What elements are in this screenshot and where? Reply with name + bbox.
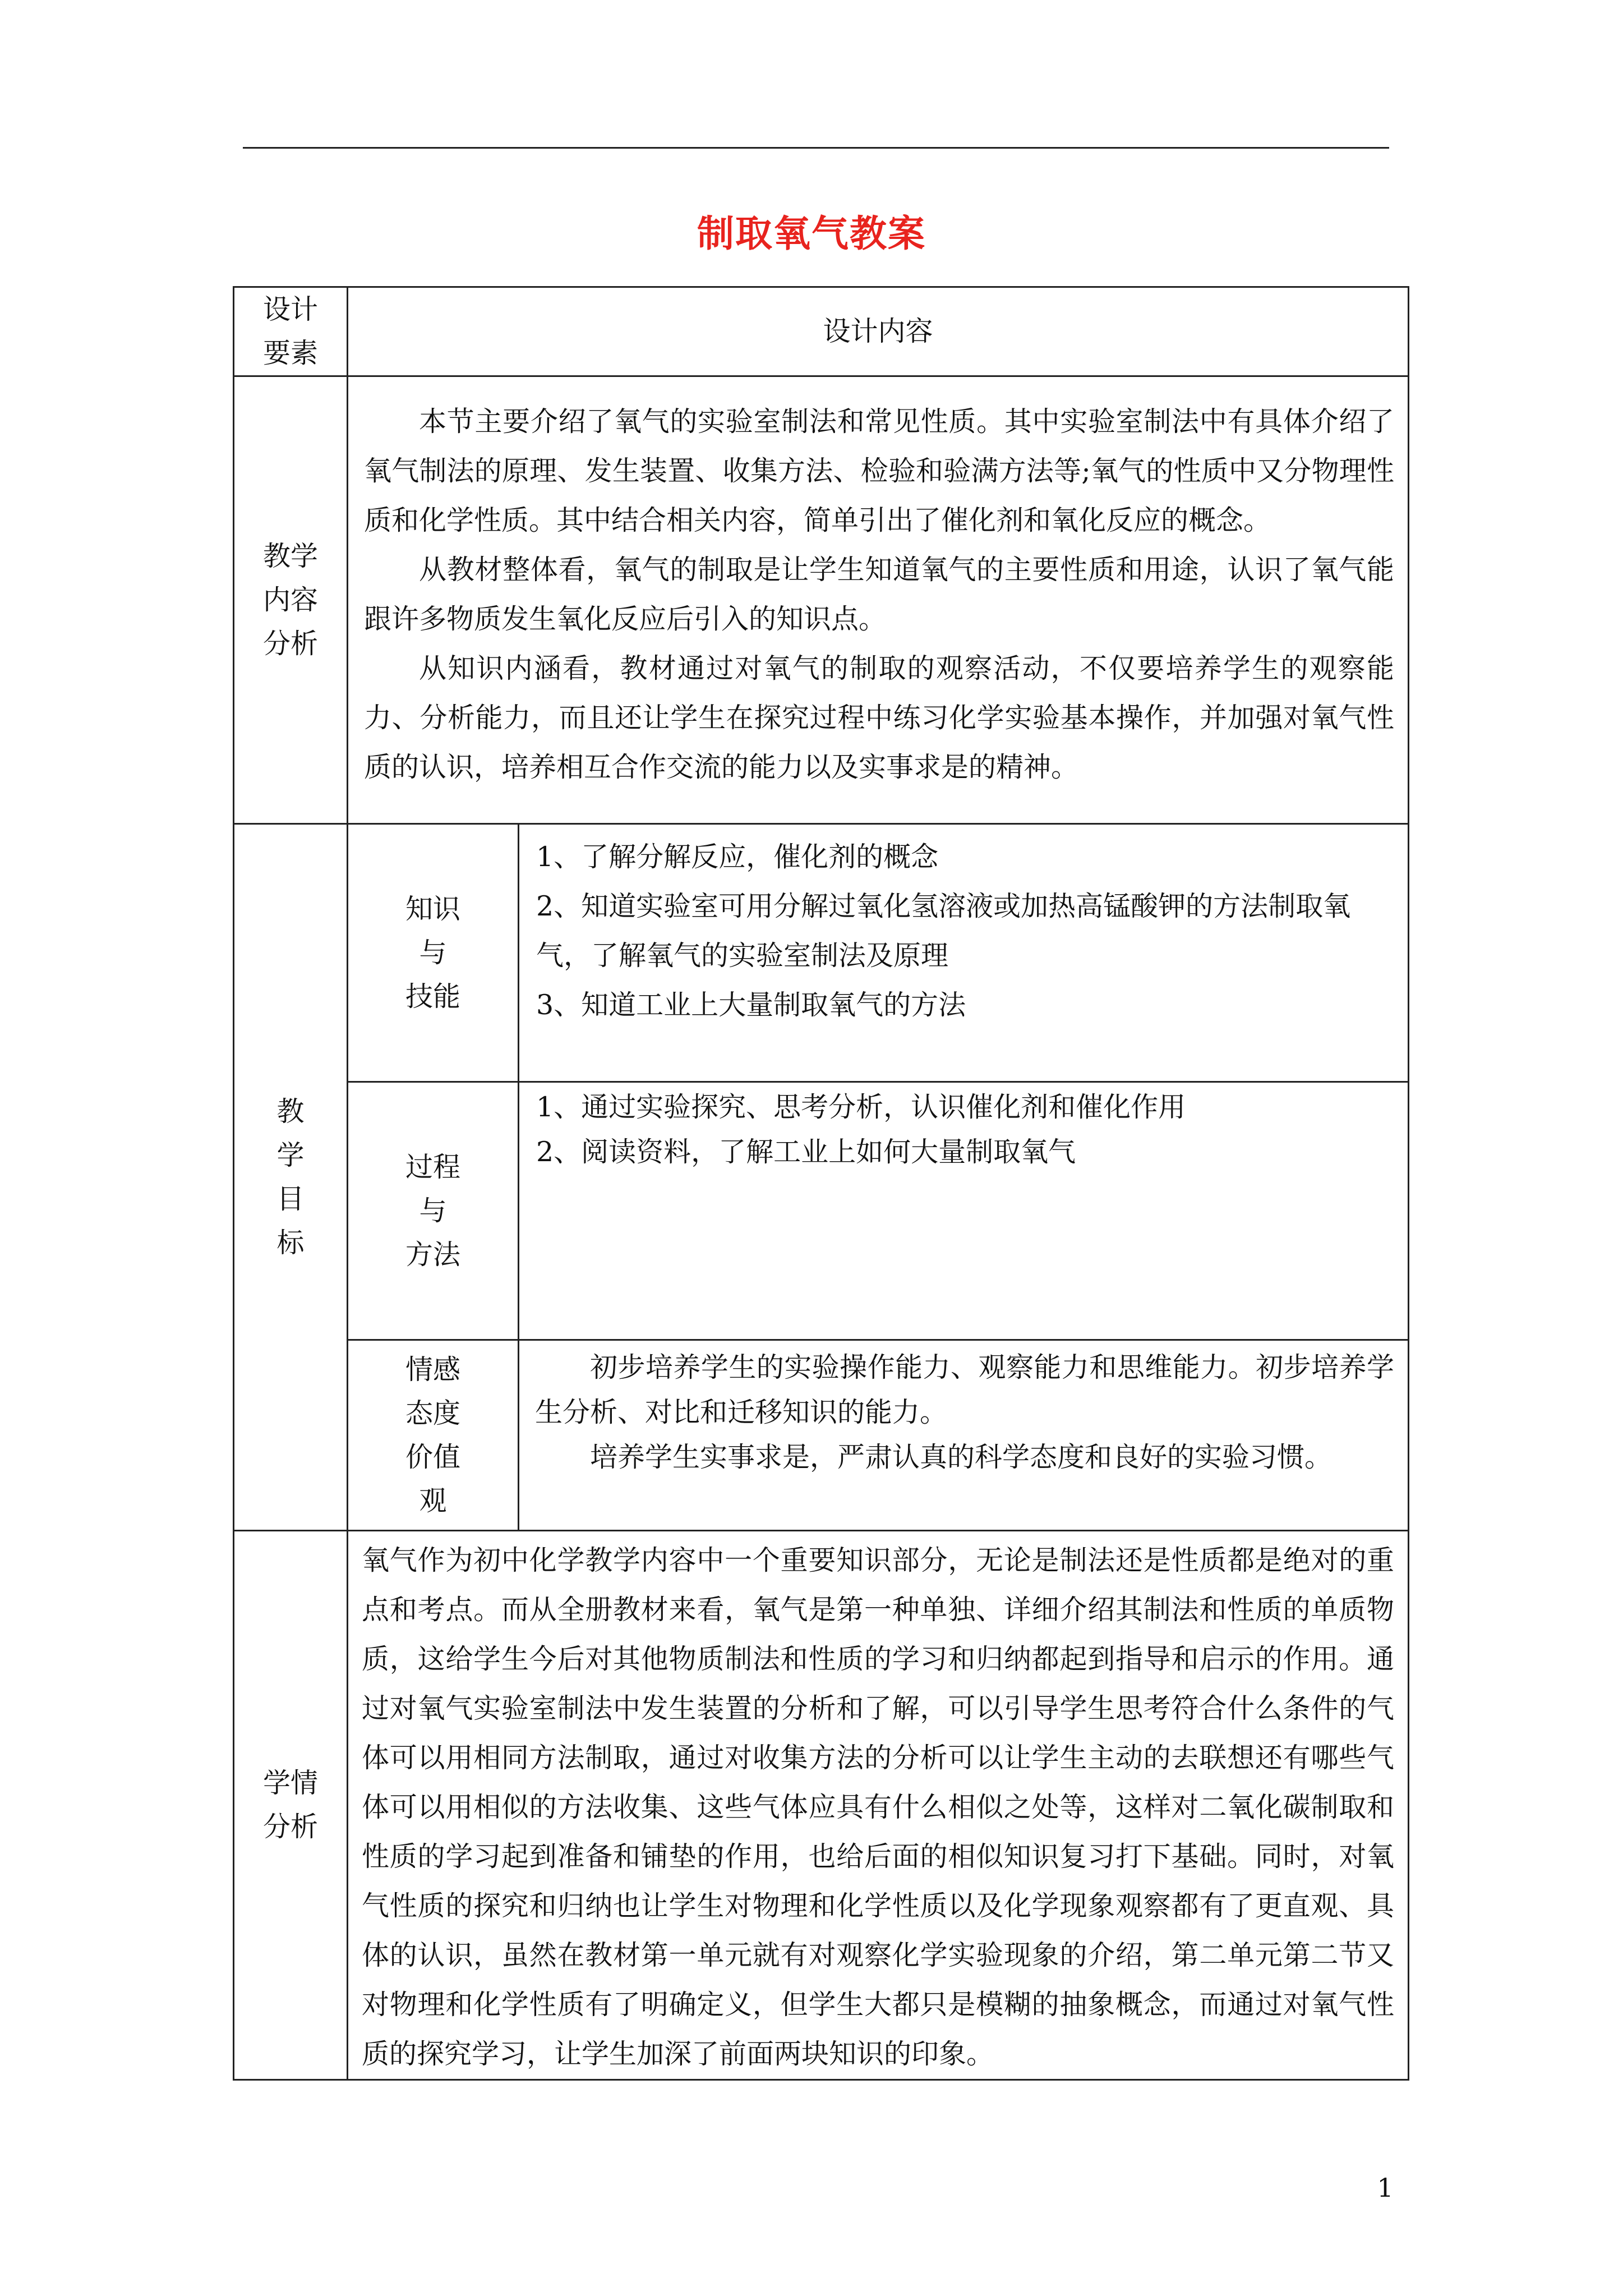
content-analysis-row: [234, 376, 1409, 824]
knowledge-skills-label: 知识 与 技能: [348, 824, 519, 1082]
content-analysis-text: [348, 376, 1409, 824]
emotion-attitude-values-content: [519, 1340, 1409, 1531]
learner-analysis-label: 学情 分析: [234, 1531, 348, 2080]
content-analysis-label: 教学 内容 分析: [234, 376, 348, 824]
content-paragraph: 本节主要介绍了氧气的实验室制法和常见性质。其中实验室制法中有具体介绍了氧气制法的原理、发生装置、收集方法、检验和验满方法等;氧气的性质中又分物理性质和化学性质。其中结合相关内容，简单引出了催化剂和氧化反应的概念。: [364, 406, 1395, 536]
goal-process-row: [234, 1082, 1409, 1340]
header-design-element: 设计 要素: [234, 287, 348, 376]
content-paragraph: 从知识内涵看，教材通过对氧气的制取的观察活动，不仅要培养学生的观察能力、分析能力，而且还让学生在探究过程中练习化学实验基本操作，并加强对氧气性质的认识，培养相互合作交流的能力以及实事求是的精神。: [364, 652, 1395, 783]
table-header-row: [234, 287, 1409, 376]
list-item: 2、知道实验室可用分解过氧化氢溶液或加热高锰酸钾的方法制取氧气，了解氧气的实验室制法及原理: [536, 890, 1351, 972]
goal-emotion-row: [234, 1340, 1409, 1531]
list-item: 1、了解分解反应，催化剂的概念: [536, 841, 939, 873]
lesson-plan-table: [233, 286, 1409, 2081]
process-method-label: 过程 与 方法: [348, 1082, 519, 1340]
learner-analysis-row: [234, 1531, 1409, 2080]
header-design-content: 设计内容: [348, 287, 1409, 376]
process-method-content: [519, 1082, 1409, 1340]
emotion-paragraph: 初步培养学生的实验操作能力、观察能力和思维能力。初步培养学生分析、对比和迁移知识的能力。: [535, 1351, 1395, 1428]
learner-analysis-content: [348, 1531, 1409, 2080]
goal-knowledge-row: [234, 824, 1409, 1082]
header-rule: [243, 147, 1389, 149]
emotion-attitude-values-label: 情感 态度 价值 观: [348, 1340, 519, 1531]
list-item: 1、通过实验探究、思考分析，认识催化剂和催化作用: [536, 1091, 1186, 1123]
knowledge-skills-content: [519, 824, 1409, 1082]
page-number: 1: [1377, 2173, 1394, 2203]
learner-analysis-text: 氧气作为初中化学教学内容中一个重要知识部分，无论是制法还是性质都是绝对的重点和考点。而从全册教材来看，氧气是第一种单独、详细介绍其制法和性质的单质物质，这给学生今后对其他物质制法和性质的学习和归纳都起到指导和启示的作用。通过对氧气实验室制法中发生装置的分析和了解，可以引导学生思考符合什么条件的气体可以用相同方法制取，通过对收集方法的分析可以让学生主动的去联想还有哪些气体可以用相似的方法收集、这些气体应具有什么相似之处等，这样对二氧化碳制取和性质的学习起到准备和铺垫的作用，也给后面的相似知识复习打下基础。同时，对氧气性质的探究和归纳也让学生对物理和化学性质以及化学现象观察都有了更直观、具体的认识，虽然在教材第一单元就有对观察化学实验现象的介绍，第二单元第二节又对物理和化学性质有了明确定义，但学生大都只是模糊的抽象概念，而通过对氧气性质的探究学习，让学生加深了前面两块知识的印象。: [362, 1544, 1395, 2070]
list-item: 3、知道工业上大量制取氧气的方法: [536, 989, 966, 1021]
list-item: 2、阅读资料，了解工业上如何大量制取氧气: [536, 1136, 1076, 1168]
content-paragraph: 从教材整体看，氧气的制取是让学生知道氧气的主要性质和用途，认识了氧气能跟许多物质发生氧化反应后引入的知识点。: [364, 554, 1395, 635]
page-title: 制取氧气教案: [697, 212, 926, 255]
teaching-goals-label: 教 学 目 标: [234, 824, 348, 1531]
emotion-paragraph: 培养学生实事求是，严肃认真的科学态度和良好的实验习惯。: [590, 1441, 1332, 1473]
